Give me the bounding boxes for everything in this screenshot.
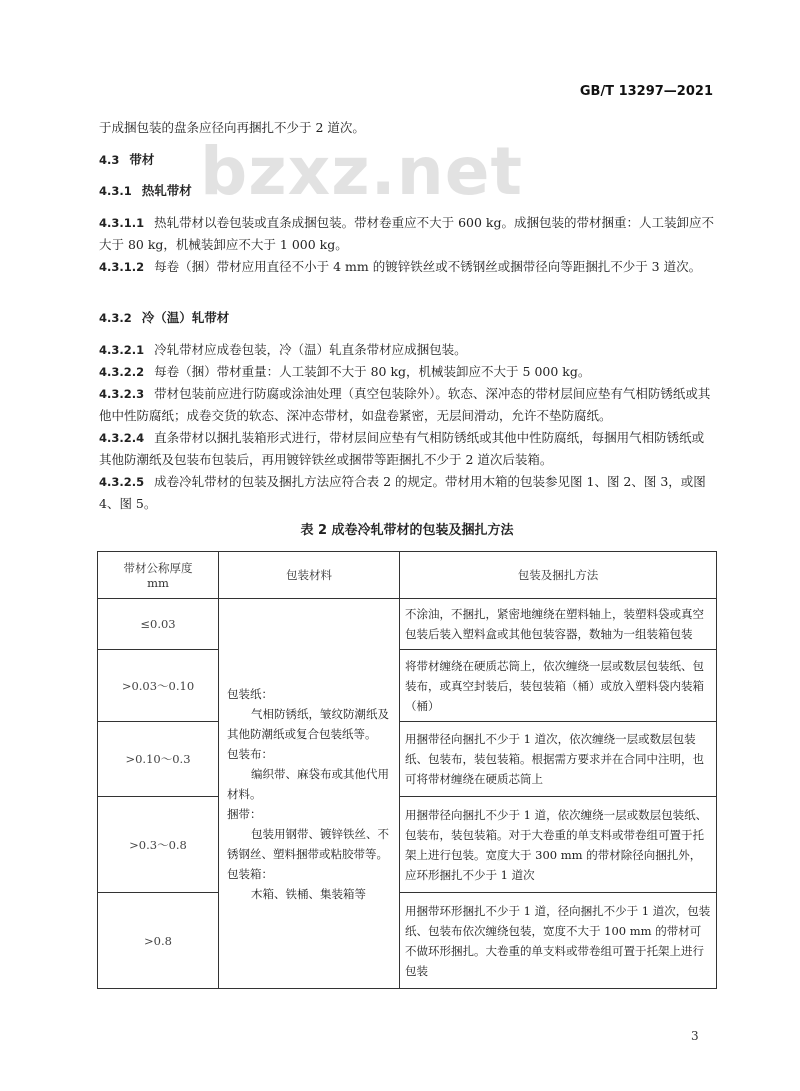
section-4-3-1-heading <box>99 180 715 202</box>
clause-4-3-2-4 <box>99 427 715 471</box>
clause-number: 4.3.1.1 <box>99 216 145 230</box>
clause-4-3-2-5 <box>99 471 715 515</box>
table-row <box>98 797 717 893</box>
section-number: 4.3.2 <box>99 311 132 325</box>
clause-number: 4.3.2.1 <box>99 343 145 357</box>
table-row <box>98 893 717 989</box>
clause-text: 带材包装前应进行防腐或涂油处理（真空包装除外）。软态、深冲态的带材层间应垫有气相防锈纸或其他中性防腐纸；成卷交货的软态、深冲态带材，如盘卷紧密，无层间滑动，允许不垫防腐纸。 <box>99 386 711 423</box>
method-cell: 用捆带环形捆扎不少于 1 道，径向捆扎不少于 1 道次，包装纸、包装布依次缠绕包装，宽度不大于 100 mm 的带材可不做环形捆扎。大卷重的单支料或带卷组可置于托架上进行包装 <box>400 893 717 989</box>
section-4-3-2-heading <box>99 307 715 329</box>
clause-text: 直条带材以捆扎装箱形式进行，带材层间应垫有气相防锈纸或其他中性防腐纸，每捆用气相防锈纸或其他防潮纸及包装布包装后，再用镀锌铁丝或捆带等距捆扎不少于 2 道次后装箱。 <box>99 430 705 467</box>
clause-4-3-1-1 <box>99 212 715 256</box>
header-method: 包装及捆扎方法 <box>400 552 717 599</box>
page-number: 3 <box>691 1029 699 1043</box>
header-thickness-label: 带材公称厚度 <box>123 561 193 575</box>
material-line: 其他防潮纸或复合包装纸等。 <box>227 726 377 741</box>
header-material: 包装材料 <box>219 552 400 599</box>
material-line: 包装箱： <box>227 866 273 881</box>
thickness-cell: >0.8 <box>98 893 219 989</box>
material-line: 木箱、铁桶、集装箱等 <box>251 886 366 901</box>
section-title: 热轧带材 <box>141 183 192 198</box>
section-number: 4.3 <box>99 153 120 167</box>
watermark: bzxz.net <box>200 133 524 210</box>
method-cell: 用捆带径向捆扎不少于 1 道，依次缠绕一层或数层包装纸、包装布，装包装箱。对于大卷重的单支料或带卷组可置于托架上进行包装。宽度大于 300 mm 的带材除径向捆扎外，应环形捆扎不少于 1 道次 <box>400 797 717 893</box>
material-line: 编织带、麻袋布或其他代用 <box>251 766 389 781</box>
method-cell: 用捆带径向捆扎不少于 1 道次，依次缠绕一层或数层包装纸、包装布，装包装箱。根据需方要求并在合同中注明，也可将带材缠绕在硬质芯筒上 <box>400 722 717 797</box>
clause-text: 热轧带材以卷包装或直条成捆包装。带材卷重应不大于 600 kg。成捆包装的带材捆重：人工装卸应不大于 80 kg，机械装卸应不大于 1 000 kg。 <box>99 215 715 252</box>
table-row <box>98 650 717 722</box>
clause-number: 4.3.2.5 <box>99 475 145 489</box>
table-row <box>98 722 717 797</box>
clause-4-3-2-3 <box>99 383 715 427</box>
section-title: 带材 <box>129 152 155 167</box>
clause-text: 成卷冷轧带材的包装及捆扎方法应符合表 2 的规定。带材用木箱的包装参见图 1、图 2、图 3，或图 4、图 5。 <box>99 474 706 511</box>
material-line: 气相防锈纸，皱纹防潮纸及 <box>251 706 389 721</box>
material-line: 包装布： <box>227 746 273 761</box>
material-cell <box>219 599 400 989</box>
table-row <box>98 599 717 650</box>
clause-number: 4.3.2.2 <box>99 365 145 379</box>
thickness-cell: >0.3～0.8 <box>98 797 219 893</box>
section-title: 冷（温）轧带材 <box>141 310 230 325</box>
method-cell: 将带材缠绕在硬质芯筒上，依次缠绕一层或数层包装纸、包装布，或真空封装后，装包装箱（桶）或放入塑料袋内装箱（桶） <box>400 650 717 722</box>
header-thickness-unit: mm <box>147 576 169 590</box>
clause-4-3-1-2 <box>99 256 715 278</box>
standard-number: GB/T 13297—2021 <box>579 84 713 99</box>
section-number: 4.3.1 <box>99 184 132 198</box>
clause-number: 4.3.2.4 <box>99 431 145 445</box>
material-line: 包装纸： <box>227 686 273 701</box>
clause-text: 冷轧带材应成卷包装，冷（温）轧直条带材应成捆包装。 <box>154 342 467 357</box>
material-line: 锈钢丝、塑料捆带或粘胶带等。 <box>227 846 388 861</box>
material-line: 材料。 <box>227 786 262 801</box>
thickness-cell: >0.10～0.3 <box>98 722 219 797</box>
table-header-row <box>98 552 717 599</box>
packaging-table <box>97 551 717 989</box>
material-line: 捆带： <box>227 806 262 821</box>
header-thickness <box>98 552 219 599</box>
table-caption: 表 2 成卷冷轧带材的包装及捆扎方法 <box>300 523 514 538</box>
section-4-3-heading <box>99 149 715 171</box>
clause-text: 每卷（捆）带材应用直径不小于 4 mm 的镀锌铁丝或不锈钢丝或捆带径向等距捆扎不少于 3 道次。 <box>154 259 702 274</box>
clause-number: 4.3.1.2 <box>99 260 145 274</box>
clause-4-3-2-1 <box>99 339 715 361</box>
continuation-line: 于成捆包装的盘条应径向再捆扎不少于 2 道次。 <box>99 120 365 135</box>
clause-4-3-2-2 <box>99 361 715 383</box>
thickness-cell: ≤0.03 <box>98 599 219 650</box>
method-cell: 不涂油，不捆扎，紧密地缠绕在塑料轴上，装塑料袋或真空包装后装入塑料盒或其他包装容器，数轴为一组装箱包装 <box>400 599 717 650</box>
thickness-cell: >0.03～0.10 <box>98 650 219 722</box>
material-line: 包装用钢带、镀锌铁丝、不 <box>251 826 389 841</box>
clause-text: 每卷（捆）带材重量：人工装卸不大于 80 kg，机械装卸应不大于 5 000 kg。 <box>154 364 591 379</box>
clause-number: 4.3.2.3 <box>99 387 145 401</box>
